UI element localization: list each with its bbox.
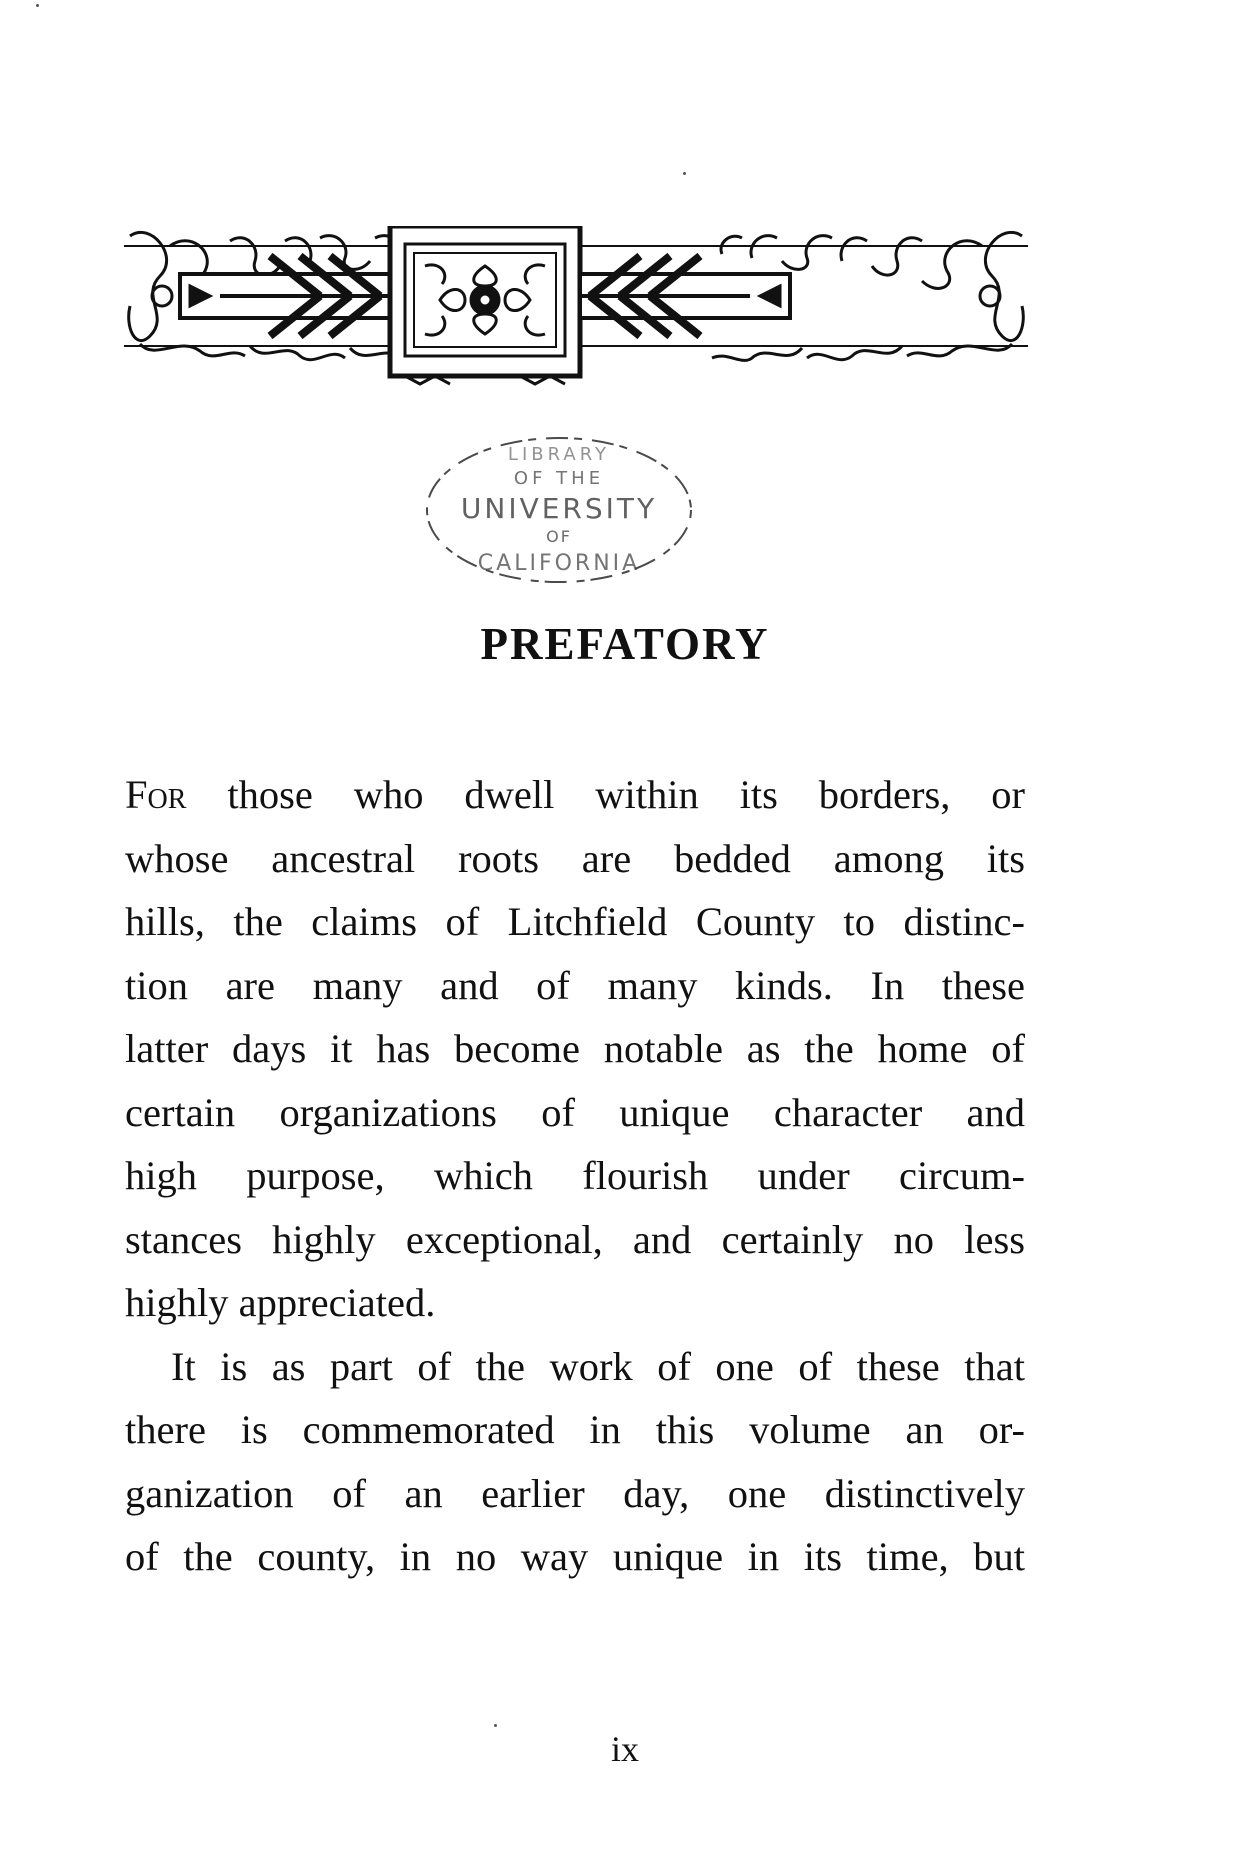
paragraph [125, 763, 1025, 1335]
text-line: whose ancestral roots are bedded among its [125, 835, 1025, 881]
stamp-line-3: UNIVERSITY [460, 492, 658, 525]
text-line: of the county, in no way unique in its time, but [125, 1534, 1025, 1579]
paragraph [125, 1335, 1025, 1589]
page-title: PREFATORY [480, 619, 770, 669]
library-stamp [414, 418, 704, 596]
body-text [125, 763, 1025, 1589]
scan-speck [36, 4, 39, 7]
headpiece-ornament [120, 226, 1032, 422]
page-number: ix [610, 1729, 639, 1769]
text-line: there is commemorated in this volume an or- [125, 1407, 1025, 1452]
text-line: latter days it has become notable as the home of [125, 1026, 1025, 1071]
text-line: certain organizations of unique character and [125, 1089, 1025, 1135]
text-line: high purpose, which flourish under circum- [125, 1153, 1025, 1198]
text-line: tion are many and of many kinds. In these [125, 962, 1025, 1008]
stamp-line-4: OF [546, 527, 572, 546]
scan-speck [683, 172, 686, 175]
text-line: stances highly exceptional, and certainly no less [125, 1216, 1025, 1262]
text-line: ganization of an earlier day, one distinctively [125, 1470, 1025, 1516]
scan-speck [494, 1724, 497, 1727]
stamp-line-2: OF THE [513, 468, 605, 489]
stamp-line-5: CALIFORNIA [477, 551, 641, 576]
text-line: For those who dwell within its borders, or [125, 772, 1025, 817]
stamp-line-1: LIBRARY [507, 444, 611, 465]
text-line: It is as part of the work of one of these that [171, 1343, 1025, 1389]
text-line: highly appreciated. [125, 1280, 436, 1325]
text-line: hills, the claims of Litchfield County to distinc- [125, 899, 1025, 944]
